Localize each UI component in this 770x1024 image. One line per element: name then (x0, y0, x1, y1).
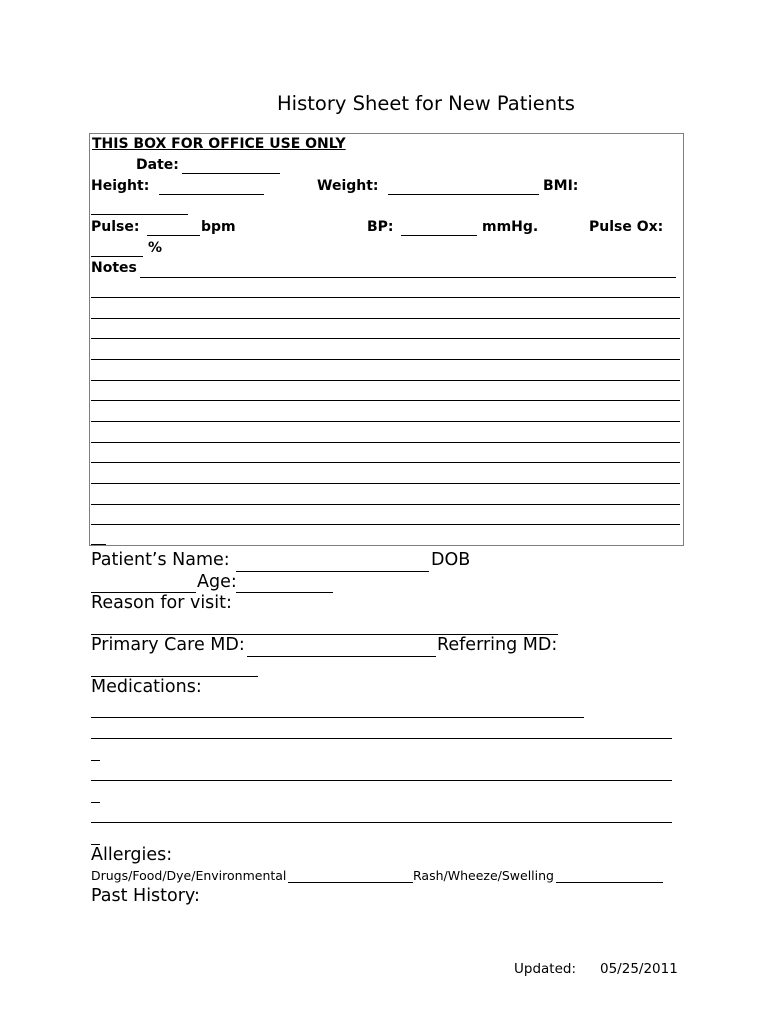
notes-line[interactable] (91, 338, 680, 339)
bp-unit: mmHg. (482, 219, 539, 235)
updated-date: 05/25/2011 (600, 961, 678, 977)
medications-line[interactable] (91, 717, 584, 718)
height-label: Height: (91, 178, 150, 194)
medications-line[interactable] (91, 760, 100, 761)
height-field[interactable] (159, 194, 264, 195)
patient-name-label: Patient’s Name: (91, 550, 230, 570)
reason-label: Reason for visit: (91, 593, 232, 613)
reaction-types-label: Rash/Wheeze/Swelling (413, 868, 554, 883)
date-field[interactable] (182, 173, 280, 174)
notes-line[interactable] (91, 380, 680, 381)
notes-line[interactable] (91, 483, 680, 484)
date-label: Date: (136, 157, 179, 173)
bmi-field[interactable] (91, 214, 188, 215)
allergy-types-label: Drugs/Food/Dye/Environmental (91, 868, 287, 883)
medications-line[interactable] (91, 822, 672, 823)
referring-label: Referring MD: (437, 635, 558, 655)
medications-label: Medications: (91, 677, 202, 697)
notes-line[interactable] (91, 400, 680, 401)
notes-line[interactable] (91, 318, 680, 319)
past-history-label: Past History: (91, 886, 200, 906)
medications-line[interactable] (91, 738, 672, 739)
reaction-types-field[interactable] (556, 882, 663, 883)
pulse-ox-field[interactable] (91, 256, 143, 257)
notes-line[interactable] (91, 359, 680, 360)
notes-line[interactable] (91, 504, 680, 505)
allergies-label: Allergies: (91, 845, 173, 865)
pulse-ox-label: Pulse Ox: (589, 219, 664, 235)
dob-label: DOB (431, 550, 471, 570)
age-field[interactable] (236, 592, 333, 593)
primary-care-field[interactable] (247, 656, 436, 657)
notes-line[interactable] (91, 421, 680, 422)
medications-line[interactable] (91, 802, 100, 803)
page-title: History Sheet for New Patients (277, 92, 575, 115)
notes-label: Notes (91, 260, 137, 276)
medications-line[interactable] (91, 780, 672, 781)
office-use-heading: THIS BOX FOR OFFICE USE ONLY (92, 136, 346, 152)
pulse-unit: bpm (201, 219, 236, 235)
bp-field[interactable] (401, 235, 477, 236)
notes-line[interactable] (91, 524, 680, 525)
notes-line[interactable] (91, 297, 680, 298)
patient-name-field[interactable] (236, 571, 429, 572)
pulse-ox-unit: % (148, 240, 163, 256)
notes-line[interactable] (140, 277, 676, 278)
pulse-label: Pulse: (91, 219, 140, 235)
primary-care-label: Primary Care MD: (91, 635, 245, 655)
weight-label: Weight: (317, 178, 379, 194)
bmi-label: BMI: (543, 178, 579, 194)
pulse-field[interactable] (147, 235, 200, 236)
bp-label: BP: (367, 219, 394, 235)
weight-field[interactable] (388, 194, 539, 195)
notes-line[interactable] (91, 462, 680, 463)
updated-label: Updated: (514, 961, 577, 977)
age-label: Age: (197, 572, 237, 592)
notes-line[interactable] (91, 544, 106, 545)
allergy-types-field[interactable] (288, 882, 413, 883)
notes-line[interactable] (91, 442, 680, 443)
